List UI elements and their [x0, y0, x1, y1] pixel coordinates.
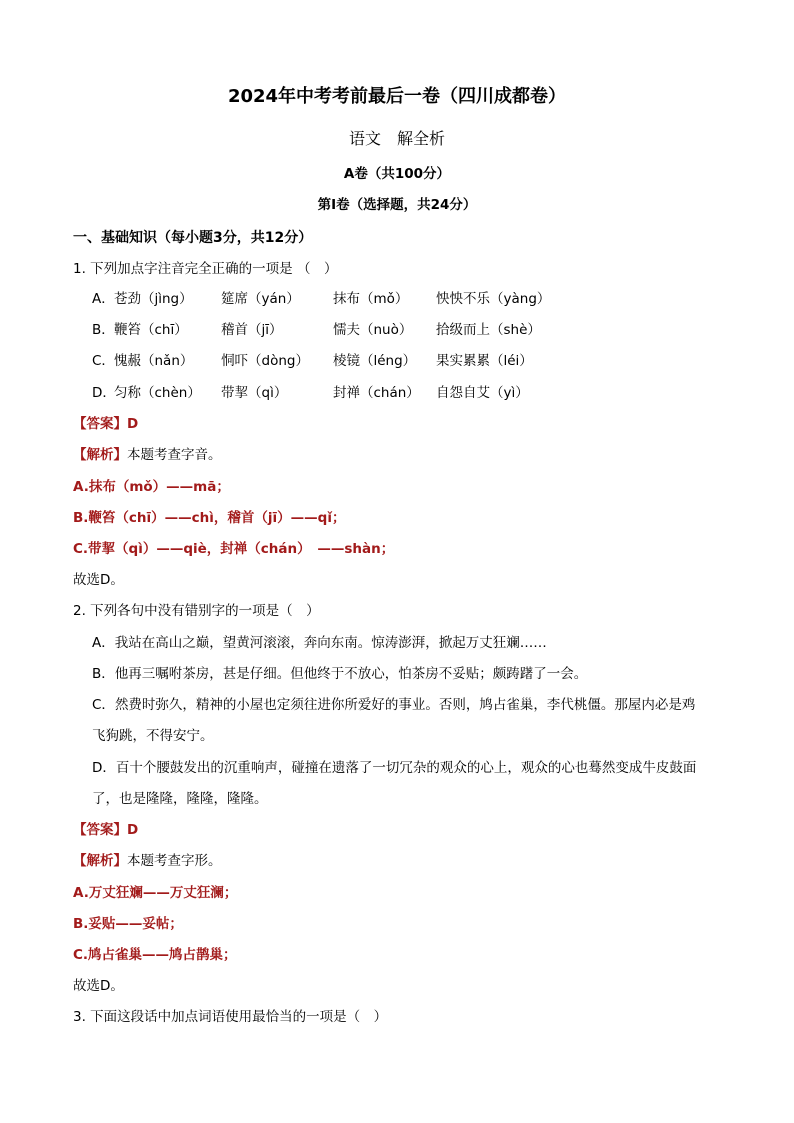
option-text: 百十个腰鼓发出的沉重响声，碰撞在遗落了一切冗杂的观众的心上，观众的心也蓦然变成牛皮鼓面	[115, 760, 697, 776]
q2-analysis-line-a: A.万丈狂斓——万丈狂澜；	[73, 885, 238, 901]
section-1-heading: 一、基础知识（每小题3分，共12分）	[73, 230, 313, 246]
option-item: 果实累累（léi）	[436, 353, 533, 369]
q2-stem: 2. 下列各句中没有错别字的一项是（ ）	[73, 603, 320, 619]
option-text: 他再三嘱咐茶房，甚是仔细。但他终于不放心，怕茶房不妥贴；颇踌躇了一会。	[114, 666, 588, 682]
q1-analysis-line-a: A.抹布（mǒ）——mā；	[73, 479, 230, 495]
q1-stem: 1. 下列加点字注音完全正确的一项是 （ ）	[73, 261, 338, 277]
option-label: A．	[92, 635, 115, 651]
q1-option-a	[92, 290, 550, 308]
q2-option-d	[92, 759, 696, 777]
q1-analysis-line-c: C.带挈（qì）——qiè，封禅（chán） ——shàn；	[73, 541, 395, 557]
option-item: 恫吓（dòng）	[221, 353, 309, 369]
q2-option-d-continued: 了，也是隆隆，隆隆，隆隆。	[92, 791, 268, 807]
option-item: 棱镜（léng）	[333, 353, 417, 369]
q1-conclusion: 故选D。	[73, 572, 124, 588]
q2-option-a	[92, 634, 547, 652]
q1-analysis	[73, 446, 222, 464]
option-item: 拾级而上（shè）	[436, 322, 541, 338]
analysis-label: 【解析】	[73, 853, 127, 869]
q1-option-c	[92, 352, 533, 370]
option-item: 怏怏不乐（yàng）	[436, 291, 551, 307]
analysis-text: 本题考查字形。	[127, 853, 222, 869]
q2-conclusion: 故选D。	[73, 978, 124, 994]
document-subtitle: 语文 解全析	[348, 129, 445, 148]
q2-analysis	[73, 852, 222, 870]
q2-option-c	[92, 696, 695, 714]
q1-answer: 【答案】D	[73, 416, 139, 432]
option-label: C．	[92, 353, 115, 369]
document-title: 2024年中考考前最后一卷（四川成都卷）	[227, 86, 567, 107]
option-item: 带挈（qì）	[221, 385, 288, 401]
q2-analysis-line-b: B.妥贴——妥帖；	[73, 916, 183, 932]
q2-option-b	[92, 665, 587, 683]
option-label: D．	[92, 760, 116, 776]
option-item: 抹布（mǒ）	[333, 291, 409, 307]
volume-a-heading: A卷（共100分）	[343, 166, 451, 182]
option-item: 懦夫（nuò）	[333, 322, 413, 338]
option-item: 匀称（chèn）	[114, 385, 201, 401]
option-label: B．	[92, 322, 115, 338]
option-item: 苍劲（jìng）	[114, 291, 193, 307]
option-item: 自怨自艾（yì）	[436, 385, 529, 401]
option-item: 筵席（yán）	[221, 291, 300, 307]
q1-analysis-line-b: B.鞭笞（chī）——chì，稽首（jī）——qǐ；	[73, 510, 346, 526]
analysis-text: 本题考查字音。	[127, 447, 222, 463]
option-item: 封禅（chán）	[333, 385, 420, 401]
option-item: 愧赧（nǎn）	[114, 353, 194, 369]
option-text: 我站在高山之巅，望黄河滚滚，奔向东南。惊涛澎湃，掀起万丈狂斓……	[114, 635, 547, 651]
option-item: 鞭笞（chī）	[114, 322, 188, 338]
q1-option-b	[92, 321, 541, 339]
option-text: 然费时弥久，精神的小屋也定须往进你所爱好的事业。否则，鸠占雀巢，李代桃僵。那屋内必是鸡	[114, 697, 696, 713]
q1-option-d	[92, 384, 529, 402]
q2-option-c-continued: 飞狗跳，不得安宁。	[92, 728, 214, 744]
q3-stem: 3. 下面这段话中加点词语使用最恰当的一项是（ ）	[73, 1009, 388, 1025]
option-item: 稽首（jī）	[221, 322, 283, 338]
analysis-label: 【解析】	[73, 447, 127, 463]
option-label: B．	[92, 666, 115, 682]
option-label: C．	[92, 697, 115, 713]
option-label: D．	[92, 385, 116, 401]
option-label: A．	[92, 291, 115, 307]
part-1-heading: 第Ⅰ卷（选择题，共24分）	[317, 197, 477, 213]
q2-answer: 【答案】D	[73, 822, 139, 838]
q2-analysis-line-c: C.鸠占雀巢——鸠占鹊巢；	[73, 947, 237, 963]
